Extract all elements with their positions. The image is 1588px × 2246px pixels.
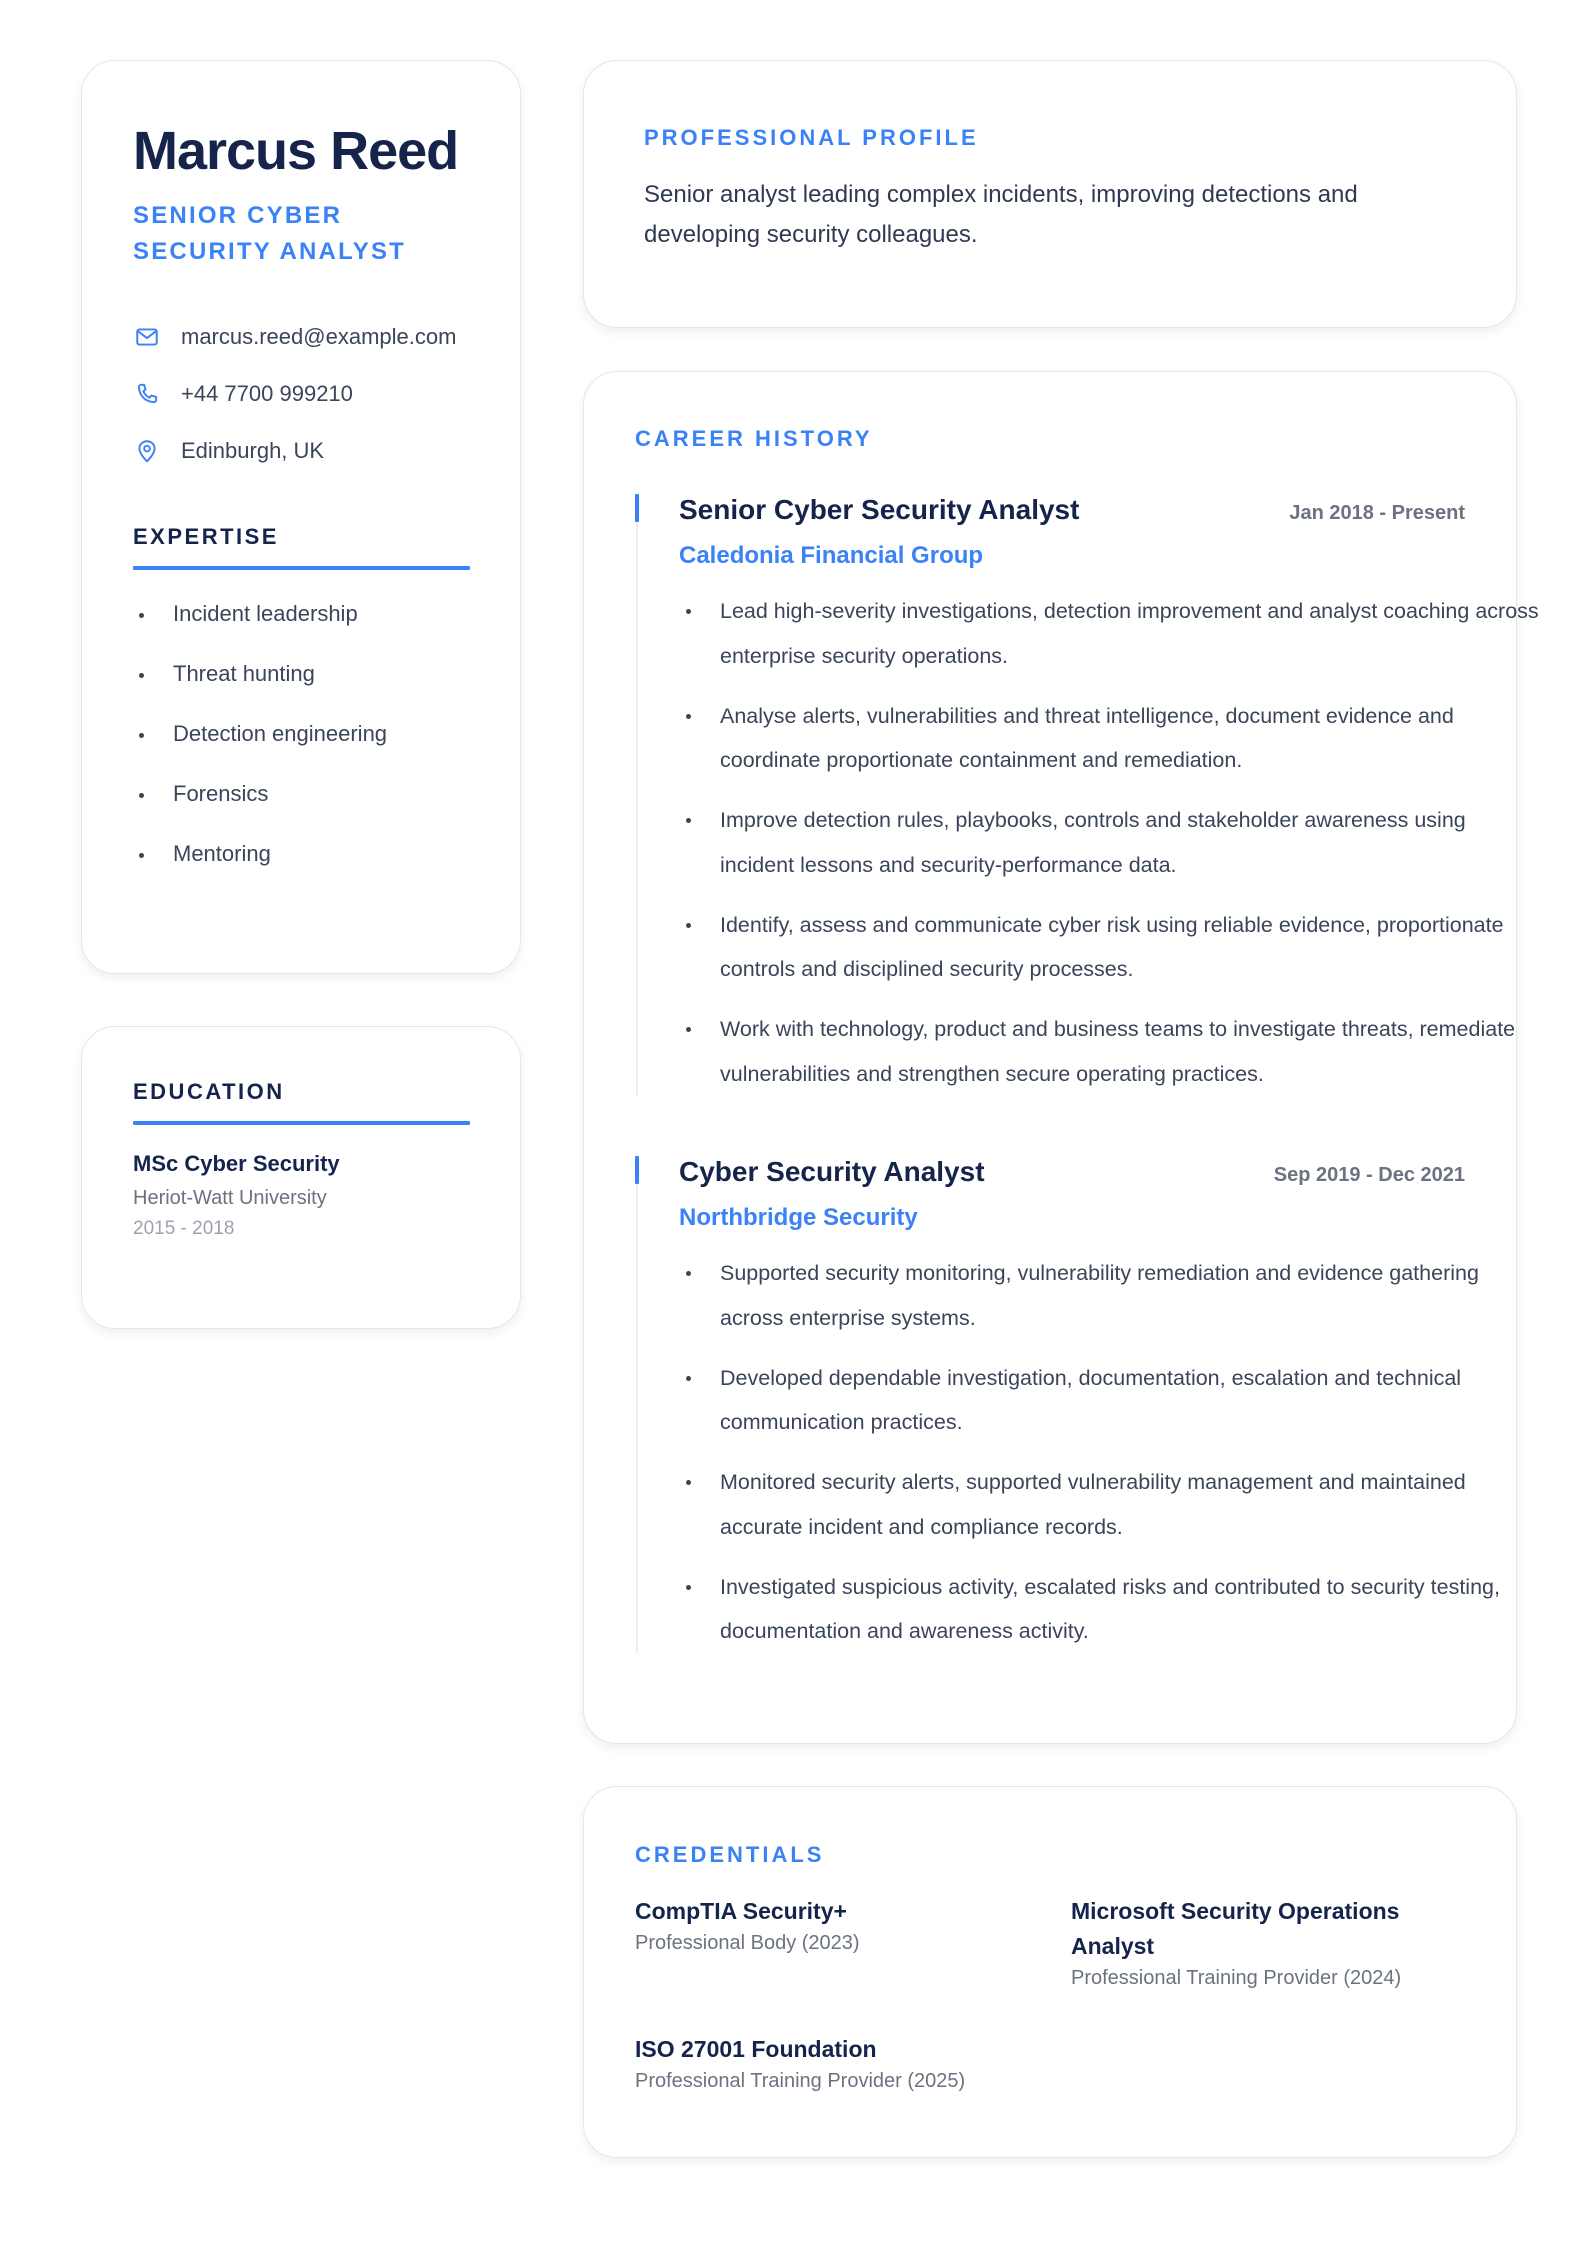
job-timeline-line	[636, 1184, 638, 1654]
job-accent-bar	[635, 494, 639, 522]
credential-name: Microsoft Security Operations Analyst	[1071, 1898, 1400, 1959]
contact-list	[133, 308, 470, 479]
education-card	[81, 1026, 521, 1329]
credential-item	[635, 2032, 1035, 2094]
credential-item	[1071, 1894, 1471, 1991]
job-entry	[635, 494, 1539, 1096]
education-heading: EDUCATION	[133, 1079, 285, 1104]
profile-heading: PROFESSIONAL PROFILE	[644, 125, 979, 150]
phone-icon	[133, 380, 161, 408]
job-dates: Jan 2018 - Present	[1289, 502, 1465, 524]
identity-card	[81, 60, 521, 974]
career-heading: CAREER HISTORY	[635, 426, 873, 451]
expertise-item: Forensics	[133, 778, 470, 838]
education-years: 2015 - 2018	[133, 1218, 235, 1239]
phone-text: +44 7700 999210	[181, 380, 353, 406]
job-dates: Sep 2019 - Dec 2021	[1273, 1164, 1465, 1186]
credentials-heading: CREDENTIALS	[635, 1842, 825, 1867]
job-bullet: Supported security monitoring, vulnerability remediation and evidence gathering across enterprise systems.	[679, 1251, 1539, 1340]
credential-item	[635, 1894, 1035, 1956]
job-bullet: Improve detection rules, playbooks, controls and stakeholder awareness using incident lessons and security-performance data.	[679, 798, 1539, 887]
location-text: Edinburgh, UK	[181, 437, 325, 463]
job-accent-bar	[635, 1156, 639, 1184]
job-title: Senior Cyber Security Analyst	[679, 494, 1080, 525]
expertise-item: Threat hunting	[133, 658, 470, 718]
profile-card	[583, 60, 1517, 328]
expertise-item: Detection engineering	[133, 718, 470, 778]
candidate-name: Marcus Reed	[133, 121, 459, 181]
job-timeline-line	[636, 522, 638, 1096]
credential-name: CompTIA Security+	[635, 1898, 847, 1924]
credential-issuer: Professional Body (2023)	[635, 1932, 860, 1954]
mail-icon	[133, 323, 161, 351]
email-text: marcus.reed@example.com	[181, 323, 457, 349]
credential-issuer: Professional Training Provider (2024)	[1071, 1967, 1402, 1989]
job-bullet: Monitored security alerts, supported vulnerability management and maintained accurate incident and compliance records.	[679, 1460, 1539, 1549]
job-company: Caledonia Financial Group	[679, 542, 984, 569]
job-bullet: Investigated suspicious activity, escalated risks and contributed to security testing, documentation and awareness activity.	[679, 1565, 1539, 1654]
education-degree: MSc Cyber Security	[133, 1151, 340, 1176]
profile-summary: Senior analyst leading complex incidents, improving detections and developing security colleagues.	[644, 181, 1358, 248]
job-title: Cyber Security Analyst	[679, 1156, 985, 1187]
credential-name: ISO 27001 Foundation	[635, 2036, 877, 2062]
career-card	[583, 371, 1539, 1744]
credentials-card	[583, 1786, 1517, 2158]
job-bullet-list	[679, 1251, 1500, 1654]
expertise-heading: EXPERTISE	[133, 524, 279, 550]
job-bullet: Analyse alerts, vulnerabilities and threat intelligence, document evidence and coordinate proportionate containment and remediation.	[679, 694, 1539, 783]
job-company: Northbridge Security	[679, 1204, 918, 1231]
job-bullet: Identify, assess and communicate cyber risk using reliable evidence, proportionate controls and disciplined security processes.	[679, 903, 1539, 992]
job-header	[679, 494, 1465, 532]
expertise-item: Incident leadership	[133, 598, 470, 658]
candidate-role: SENIOR CYBER SECURITY ANALYST	[133, 202, 407, 266]
job-bullet: Work with technology, product and business teams to investigate threats, remediate vulnerabilities and strengthen secure operating practices.	[679, 1007, 1539, 1096]
credentials-grid	[635, 1894, 1465, 2134]
expertise-list	[133, 598, 470, 898]
credential-issuer: Professional Training Provider (2025)	[635, 2070, 966, 2092]
contact-phone[interactable]	[133, 365, 470, 422]
contact-email[interactable]	[133, 308, 470, 365]
job-header	[679, 1156, 1465, 1194]
job-bullet: Developed dependable investigation, documentation, escalation and technical communication practices.	[679, 1356, 1539, 1445]
job-entry	[635, 1156, 1500, 1654]
expertise-divider	[133, 566, 470, 570]
job-bullet-list	[679, 589, 1539, 1096]
education-school: Heriot-Watt University	[133, 1187, 327, 1209]
expertise-item: Mentoring	[133, 838, 470, 898]
job-bullet: Lead high-severity investigations, detection improvement and analyst coaching across enterprise security operations.	[679, 589, 1539, 678]
contact-location	[133, 422, 470, 479]
education-divider	[133, 1121, 470, 1125]
location-pin-icon	[133, 437, 161, 465]
